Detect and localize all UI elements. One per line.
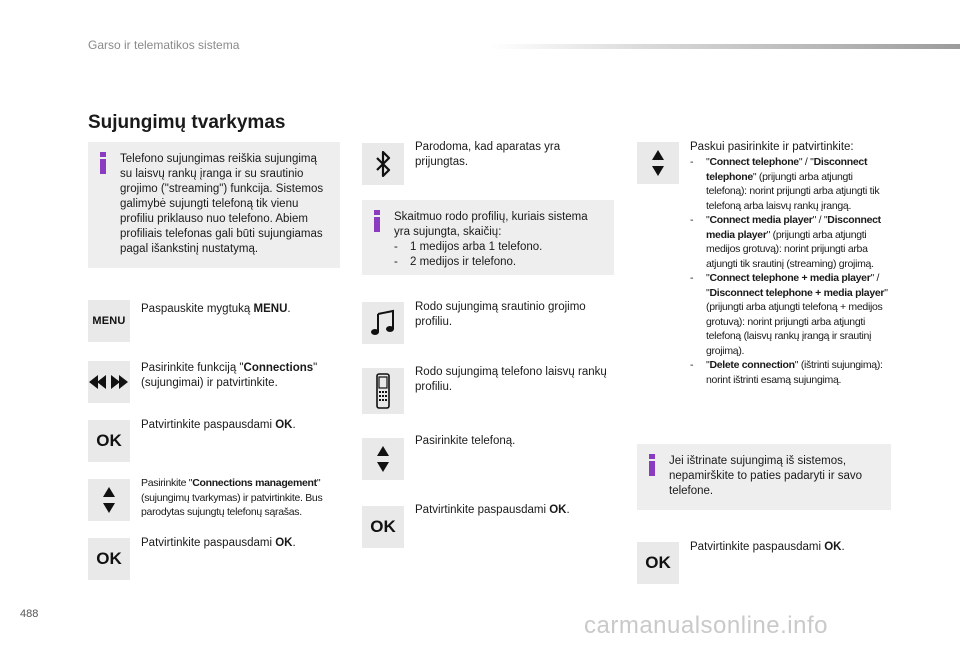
info-text [394,210,606,270]
info-icon [374,210,380,232]
confirm-ok-text: Patvirtinkite paspausdami OK. [690,541,845,553]
list-item: - 2 medijos ir telefono. [394,256,517,268]
list-item: - "Delete connection" (ištrinti sujungimą): norint ištrinti esamą sujungimą. [690,359,883,386]
profile-list [394,240,606,270]
bluetooth-icon-box [362,143,404,185]
ok-icon-label: OK [370,517,396,536]
list-item: - "Connect media player" / "Disconnect media player" (prijungti arba atjungti medijos grotuvą): norint prijungti arba atjungti tik srautinį (streaming) grojimą. [690,214,881,270]
ok-button-icon [88,538,130,580]
info-intro: Skaitmuo rodo profilių, kuriais sistema yra sujungta, skaičių: [394,211,588,238]
info-icon [100,152,106,174]
running-header: Garso ir telematikos sistema [88,38,240,52]
up-down-icon [88,479,130,521]
info-text: Telefono sujungimas reiškia sujungimą su laisvų rankų įranga ir su srautinio grojimo ("streaming") funkcija. Sistemos galimybė sujungti telefoną tik vienu profiliu priklauso nuo telefono. Abiem profiliais telefonas gali būti sujungiamas pagal išankstinį nustatymą. [120,153,324,255]
ok-button-icon [637,542,679,584]
ok-button-icon [362,506,404,548]
bluetooth-icon [375,151,391,177]
watermark: carmanualsonline.info [584,612,828,639]
menu-button-icon [88,300,130,342]
menu-icon-label: MENU [92,315,126,327]
list-item: - "Connect telephone" / "Disconnect telephone" (prijungti arba atjungti telefoną): norint prijungti arba atjungti tik telefoną arba laisvų rankų įrangą. [690,156,880,212]
up-down-icon [362,438,404,480]
info-box-connection [88,142,340,268]
info-box-delete [637,444,891,510]
ok-icon-label: OK [96,549,122,568]
music-icon-box [362,302,404,344]
confirm-ok-text: Patvirtinkite paspausdami OK. [415,504,570,516]
rewind-forward-icon [89,375,129,389]
ok-icon-label: OK [645,553,671,572]
up-down-icon [637,142,679,184]
info-box-profiles [362,200,614,275]
info-icon [649,454,655,476]
ok-icon-label: OK [96,431,122,450]
ok-button-icon [88,420,130,462]
select-phone-text: Pasirinkite telefoną. [415,435,516,447]
page-number: 488 [20,608,39,620]
step-press-menu: Paspauskite mygtuką MENU. [141,303,291,315]
music-profile-text: Rodo sujungimą srautinio grojimo profiliu. [415,301,586,328]
step-confirm-ok: Patvirtinkite paspausdami OK. [141,419,296,431]
mobile-phone-icon [375,373,391,409]
options-intro: Paskui pasirinkite ir patvirtinkite: [690,141,854,153]
step-connections-management: Pasirinkite "Connections management" (sujungimų tvarkymas) ir patvirtinkite. Bus parodytas sujungtų telefonų sąrašas. [141,477,323,518]
list-item: - "Connect telephone + media player" / "Disconnect telephone + media player" (prijungti arba atjungti telefoną + medijos grotuvą): norint prijungti arba atjungti telefoną (laisvų rankų įrangą ir srautinį grojimą). [690,272,888,357]
step-select-connections: Pasirinkite funkciją "Connections" (sujungimai) ir patvirtinkite. [141,362,318,389]
music-note-icon [369,309,397,337]
step-confirm-ok-2: Patvirtinkite paspausdami OK. [141,537,296,549]
phone-profile-text: Rodo sujungimą telefono laisvų rankų profiliu. [415,366,607,393]
prev-next-icon [88,361,130,403]
phone-icon-box [362,368,404,414]
page-title: Sujungimų tvarkymas [88,112,286,133]
bt-connected-text: Parodoma, kad aparatas yra prijungtas. [415,141,561,168]
options-list [690,155,895,387]
header-rule [490,44,960,49]
list-item: - 1 medijos arba 1 telefono. [394,241,543,253]
info-text: Jei ištrinate sujungimą iš sistemos, nepamirškite to paties padaryti ir savo telefone. [669,455,863,497]
